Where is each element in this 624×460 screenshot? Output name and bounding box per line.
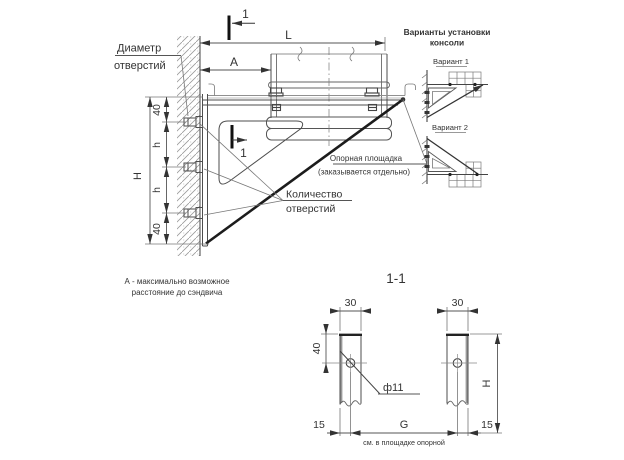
bolt-dot bbox=[448, 173, 451, 176]
dim-label-40: 40 bbox=[311, 342, 323, 355]
variant-label: Вариант 1 bbox=[433, 57, 469, 66]
dim-label-30: 30 bbox=[344, 297, 357, 309]
bolt-dot bbox=[448, 83, 451, 86]
note-text: отверстий bbox=[286, 203, 336, 215]
dim-label-30: 30 bbox=[451, 297, 464, 309]
dim-label-15: 15 bbox=[313, 419, 325, 431]
note-text: отверстий bbox=[114, 60, 166, 72]
dim-label-40: 40 bbox=[151, 223, 163, 235]
variants-title: Варианты установки bbox=[403, 27, 491, 37]
dim-label-G: G bbox=[399, 419, 409, 431]
note-text: А - максимально возможное bbox=[124, 277, 230, 286]
dim-label-H: H bbox=[132, 172, 144, 180]
wall-bolt bbox=[425, 101, 430, 104]
bolt-dot bbox=[475, 173, 478, 176]
dim-label-15: 15 bbox=[481, 419, 493, 431]
wall-hatch bbox=[177, 36, 200, 256]
dim-label-L: L bbox=[285, 28, 292, 42]
note-text: (заказывается отдельно) bbox=[317, 167, 411, 177]
section-mark-label: 1 bbox=[240, 146, 247, 160]
section-title: 1-1 bbox=[386, 271, 406, 286]
bolt-dot bbox=[473, 83, 476, 86]
wall-bolt bbox=[425, 111, 430, 114]
variants-title: консоли bbox=[429, 37, 465, 48]
dim-label-A: A bbox=[229, 55, 239, 69]
note-text: Опорная площадка bbox=[329, 154, 403, 163]
note-text: Количество bbox=[286, 188, 343, 201]
section-mark-label: 1 bbox=[242, 7, 249, 21]
variant-label: Вариант 2 bbox=[432, 123, 468, 132]
hole-diameter-label: ф11 bbox=[383, 382, 404, 394]
note-see-platform: см. в площадке опорной bbox=[363, 438, 445, 447]
wall-bolt bbox=[425, 155, 430, 158]
wall-bolt bbox=[425, 145, 430, 148]
dim-label-h: h bbox=[151, 187, 163, 193]
note-text: расстояние до сэндвича bbox=[131, 288, 223, 297]
dim-label-40: 40 bbox=[151, 104, 163, 116]
dim-label-H: H bbox=[481, 379, 493, 388]
wall-bolt bbox=[425, 91, 430, 94]
wall-bolt bbox=[425, 165, 430, 168]
dim-label-h: h bbox=[151, 142, 163, 148]
note-text: Диаметр bbox=[117, 42, 162, 55]
